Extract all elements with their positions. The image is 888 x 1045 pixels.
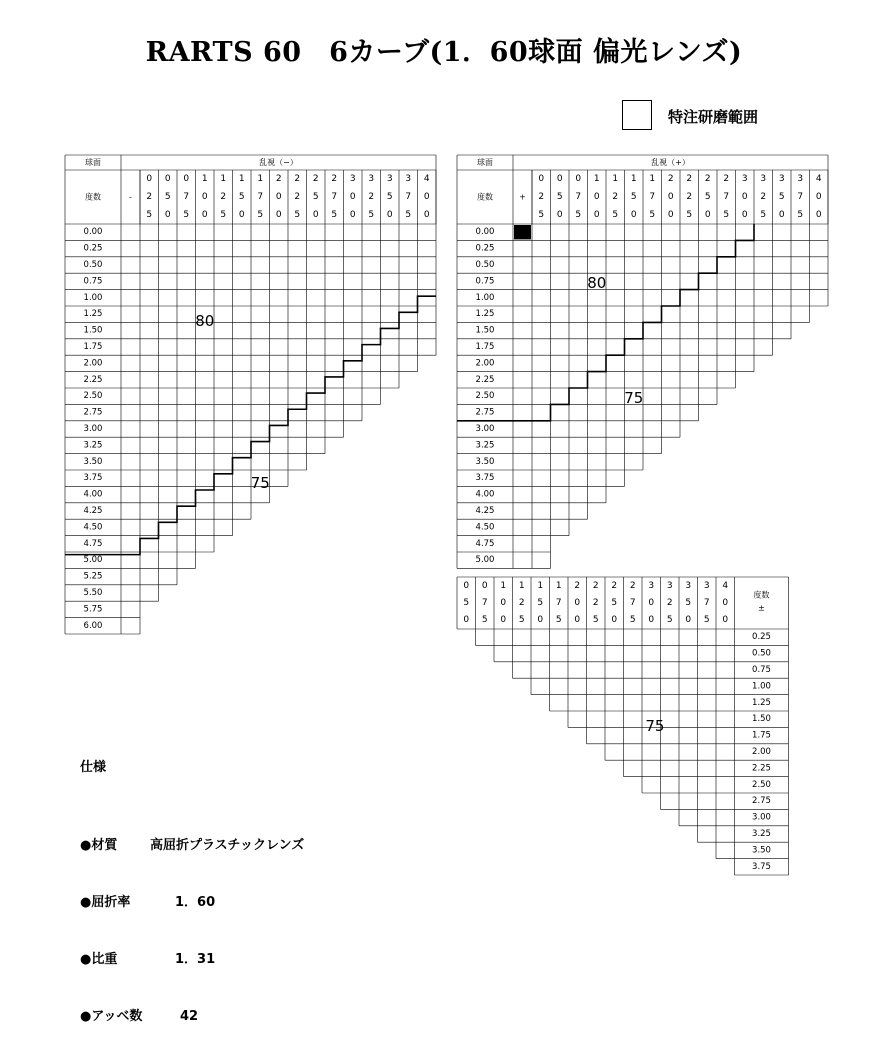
cyl-col-digit: 7 (723, 192, 730, 202)
cyl-col-digit: 0 (275, 210, 282, 220)
sph-header: 球面 (85, 158, 101, 167)
cyl-col-digit: 0 (183, 174, 190, 184)
cyl-col-digit: 0 (667, 192, 674, 202)
cyl-col-digit: 7 (649, 192, 656, 202)
cyl-col-digit: 0 (593, 192, 600, 202)
sph-row-label: 1.75 (83, 342, 103, 352)
cyl-col-digit: 3 (648, 581, 655, 591)
legend-label: 特注研磨範囲 (668, 108, 759, 126)
spec-refractive-index: ●屈折率 1．60 (80, 895, 216, 910)
sph-row-label: 2.00 (752, 747, 771, 757)
sph-row-label: 4.75 (475, 538, 495, 549)
cyl-col-digit: 0 (556, 210, 563, 220)
cyl-col-digit: 0 (593, 210, 600, 220)
region-boundary (65, 296, 436, 554)
cyl-col-digit: 4 (815, 174, 822, 184)
cyl-col-digit: 0 (349, 210, 356, 220)
filled-cell (514, 225, 531, 239)
cyl-col-digit: 5 (405, 210, 412, 220)
cyl-col-digit: 2 (686, 192, 693, 202)
cyl-col-digit: 2 (723, 174, 730, 184)
sph-row-label: 1.50 (475, 325, 495, 336)
sph-row-label: 3.25 (752, 829, 771, 839)
cyl-col-digit: 5 (146, 210, 153, 220)
cyl-col-digit: 4 (423, 174, 430, 184)
sph-row-label: 2.25 (475, 374, 495, 385)
cyl-col-digit: 1 (257, 174, 264, 184)
sph-row-label: 0.25 (475, 243, 495, 254)
sph-row-label: 2.75 (752, 796, 771, 807)
cyl-col-digit: 7 (481, 598, 488, 608)
table-plus-table (457, 155, 828, 568)
cyl-col-digit: 5 (612, 210, 619, 220)
cyl-col-digit: 2 (611, 581, 618, 591)
region-label: 80 (587, 274, 607, 293)
cyl-col-digit: 5 (312, 192, 319, 202)
sph-row-label: 4.25 (83, 506, 103, 516)
cyl-col-digit: 1 (201, 174, 208, 184)
cyl-col-digit: 5 (238, 192, 245, 202)
sph-row-label: 3.25 (475, 440, 495, 451)
sph-row-label: 1.50 (83, 325, 103, 336)
cyl-col-digit: 0 (574, 598, 581, 608)
cyl-col-digit: 5 (703, 615, 710, 625)
sph-row-label: 3.25 (83, 440, 103, 451)
cyl-col-digit: 5 (164, 192, 171, 202)
sph-row-label: 3.50 (752, 845, 771, 856)
cyl-col-digit: 2 (146, 192, 153, 202)
cyl-col-digit: 5 (592, 615, 599, 625)
cyl-col-digit: 0 (164, 174, 171, 184)
cyl-col-digit: 0 (575, 174, 582, 184)
sph-row-label: 2.25 (83, 374, 103, 385)
sign-label: - (129, 192, 132, 202)
cyl-col-digit: 0 (722, 598, 729, 608)
sph-row-label: 5.00 (83, 555, 103, 566)
cyl-col-digit: 5 (778, 192, 785, 202)
cyl-col-digit: 3 (760, 174, 767, 184)
sph-row-label: 6.00 (83, 620, 103, 631)
cyl-col-digit: 5 (797, 210, 804, 220)
cyl-col-digit: 3 (386, 174, 393, 184)
cyl-col-digit: 2 (331, 174, 338, 184)
cyl-col-digit: 1 (612, 174, 619, 184)
sph-row-label: 0.50 (752, 648, 771, 659)
cyl-col-digit: 7 (183, 192, 190, 202)
cyl-col-digit: 3 (685, 581, 692, 591)
cyl-col-digit: 1 (555, 581, 562, 591)
cyl-col-digit: 0 (815, 192, 822, 202)
cyl-col-digit: 2 (666, 598, 673, 608)
cyl-col-digit: 0 (349, 192, 356, 202)
cyl-header: 乱視（+） (651, 158, 690, 167)
sph-row-label: 4.50 (475, 522, 495, 533)
sph-row-label: 2.00 (475, 358, 495, 369)
cyl-col-digit: 5 (183, 210, 190, 220)
sph-row-label: 3.00 (752, 812, 771, 823)
sph-header: 球面 (477, 158, 493, 167)
sph-row-label: 1.75 (752, 730, 771, 741)
sph-row-label: 2.50 (752, 779, 771, 790)
sph-row-label: 0.50 (83, 260, 103, 270)
cyl-col-digit: 2 (518, 598, 525, 608)
cyl-col-digit: 0 (667, 210, 674, 220)
sph-row-label: 0.75 (752, 665, 771, 675)
cyl-col-digit: 0 (741, 210, 748, 220)
cyl-col-digit: 0 (201, 210, 208, 220)
cyl-col-digit: 5 (538, 210, 545, 220)
cyl-col-digit: 2 (294, 192, 301, 202)
cyl-col-digit: 0 (630, 210, 637, 220)
region-label: 80 (195, 311, 215, 330)
sph-row-label: 1.00 (752, 681, 771, 692)
power-label: 度数 (85, 192, 101, 202)
cyl-col-digit: 0 (164, 210, 171, 220)
table-pm-table (457, 577, 789, 875)
cyl-col-digit: 2 (294, 174, 301, 184)
cyl-col-digit: 7 (257, 192, 264, 202)
sph-row-label: 3.75 (475, 473, 495, 484)
cyl-col-digit: 0 (146, 174, 153, 184)
sph-row-label: 0.50 (475, 260, 495, 270)
cyl-col-digit: 3 (778, 174, 785, 184)
cyl-col-digit: 0 (648, 598, 655, 608)
cyl-col-digit: 1 (649, 174, 656, 184)
cyl-col-digit: 1 (630, 174, 637, 184)
cyl-col-digit: 1 (238, 174, 245, 184)
cyl-col-digit: 4 (722, 581, 729, 591)
cyl-col-digit: 3 (703, 581, 710, 591)
sph-row-label: 3.50 (475, 456, 495, 467)
cyl-col-digit: 0 (423, 210, 430, 220)
region-label: 75 (624, 388, 644, 407)
cyl-col-digit: 2 (275, 174, 282, 184)
sph-row-label: 4.25 (475, 506, 495, 516)
cyl-col-digit: 0 (648, 615, 655, 625)
cyl-col-digit: 3 (405, 174, 412, 184)
cyl-col-digit: 5 (537, 598, 544, 608)
cyl-col-digit: 2 (220, 192, 227, 202)
sph-row-label: 5.25 (83, 571, 103, 582)
cyl-col-digit: 0 (312, 210, 319, 220)
cyl-col-digit: 5 (463, 598, 470, 608)
cyl-col-digit: 5 (686, 210, 693, 220)
sph-row-label: 3.75 (752, 861, 771, 872)
cyl-col-digit: 7 (331, 192, 338, 202)
power-label: 度数 (477, 192, 493, 202)
cyl-col-digit: 5 (257, 210, 264, 220)
specifications (80, 720, 304, 1045)
cyl-col-digit: 5 (575, 210, 582, 220)
cyl-col-digit: 5 (294, 210, 301, 220)
cyl-col-digit: 7 (405, 192, 412, 202)
sph-row-label: 0.25 (83, 243, 103, 254)
page-title: RARTS 60 6カーブ(1．60球面 偏光レンズ) (145, 37, 743, 68)
sph-row-label: 0.00 (475, 227, 495, 238)
cyl-col-digit: 1 (593, 174, 600, 184)
cyl-col-digit: 5 (331, 210, 338, 220)
cyl-col-digit: 2 (312, 174, 319, 184)
cyl-col-digit: 3 (368, 174, 375, 184)
sph-row-label: 2.00 (83, 358, 103, 369)
cyl-col-digit: 5 (386, 192, 393, 202)
sph-row-label: 0.75 (83, 276, 103, 287)
sph-row-label: 1.25 (475, 309, 495, 320)
cyl-col-digit: 0 (722, 615, 729, 625)
cyl-col-digit: 2 (686, 174, 693, 184)
spec-specific-gravity: ●比重 1．31 (80, 952, 216, 967)
cyl-col-digit: 5 (556, 192, 563, 202)
cyl-col-digit: 7 (555, 598, 562, 608)
cyl-col-digit: 2 (704, 174, 711, 184)
spec-material: ●材質 高屈折プラスチックレンズ (80, 838, 305, 853)
cyl-col-digit: 0 (556, 174, 563, 184)
cyl-col-digit: 0 (463, 615, 470, 625)
sph-row-label: 2.75 (475, 407, 495, 418)
cyl-col-digit: 2 (538, 192, 545, 202)
cyl-col-digit: 1 (537, 581, 544, 591)
cyl-col-digit: 0 (538, 174, 545, 184)
cyl-col-digit: 0 (685, 615, 692, 625)
cyl-col-digit: 0 (238, 210, 245, 220)
cyl-col-digit: 0 (574, 615, 581, 625)
sph-row-label: 1.00 (475, 292, 495, 303)
region-label: 75 (645, 716, 665, 735)
cyl-col-digit: 0 (481, 581, 488, 591)
cyl-col-digit: 0 (611, 615, 618, 625)
cyl-col-digit: 0 (275, 192, 282, 202)
cyl-col-digit: 5 (666, 615, 673, 625)
power-label: 度数 (753, 590, 770, 600)
table-minus-table (65, 155, 436, 634)
cyl-col-digit: 0 (741, 192, 748, 202)
cyl-col-digit: 5 (220, 210, 227, 220)
cyl-col-digit: 7 (575, 192, 582, 202)
cyl-col-digit: 5 (704, 192, 711, 202)
sph-row-label: 1.00 (83, 292, 103, 303)
sph-row-label: 2.25 (752, 763, 771, 774)
cyl-col-digit: 5 (630, 192, 637, 202)
sph-row-label: 1.75 (475, 342, 495, 352)
region-label: 75 (250, 474, 270, 493)
cyl-col-digit: 0 (500, 598, 507, 608)
sph-row-label: 1.25 (752, 697, 771, 708)
cyl-col-digit: 1 (500, 581, 507, 591)
cyl-col-digit: 2 (629, 581, 636, 591)
specs-heading: 仕様 (80, 760, 107, 775)
cyl-header: 乱視（−） (259, 158, 298, 167)
cyl-col-digit: 0 (386, 210, 393, 220)
sph-row-label: 0.75 (475, 276, 495, 287)
cyl-col-digit: 2 (760, 192, 767, 202)
sph-row-label: 1.25 (83, 309, 103, 320)
cyl-col-digit: 2 (368, 192, 375, 202)
cyl-col-digit: 5 (649, 210, 656, 220)
sph-row-label: 0.25 (752, 632, 771, 643)
cyl-col-digit: 0 (500, 615, 507, 625)
cyl-col-digit: 3 (666, 581, 673, 591)
cyl-col-digit: 0 (201, 192, 208, 202)
cyl-col-digit: 1 (518, 581, 525, 591)
sph-row-label: 5.75 (83, 604, 103, 615)
cyl-col-digit: 7 (797, 192, 804, 202)
sign-label: ± (758, 603, 765, 613)
cyl-col-digit: 3 (797, 174, 804, 184)
cyl-col-digit: 0 (423, 192, 430, 202)
cyl-col-digit: 2 (592, 598, 599, 608)
cyl-col-digit: 0 (704, 210, 711, 220)
cyl-col-digit: 5 (611, 598, 618, 608)
sph-row-label: 4.75 (83, 538, 103, 549)
sph-row-label: 2.50 (475, 391, 495, 402)
cyl-col-digit: 5 (723, 210, 730, 220)
cyl-col-digit: 0 (537, 615, 544, 625)
sph-row-label: 2.50 (83, 391, 103, 402)
sph-row-label: 4.00 (83, 489, 103, 500)
sph-row-label: 5.00 (475, 555, 495, 566)
cyl-col-digit: 7 (703, 598, 710, 608)
cyl-col-digit: 0 (815, 210, 822, 220)
cyl-col-digit: 5 (518, 615, 525, 625)
cyl-col-digit: 7 (629, 598, 636, 608)
sph-row-label: 3.00 (83, 424, 103, 434)
cyl-col-digit: 5 (685, 598, 692, 608)
sph-row-label: 3.00 (475, 424, 495, 434)
sph-row-label: 5.50 (83, 588, 103, 598)
cyl-col-digit: 2 (592, 581, 599, 591)
sph-row-label: 0.00 (83, 227, 103, 238)
cyl-col-digit: 3 (349, 174, 356, 184)
cyl-col-digit: 5 (481, 615, 488, 625)
spec-abbe-number: ●アッベ数 42 (80, 1009, 199, 1024)
sph-row-label: 3.75 (83, 473, 103, 484)
sph-row-label: 2.75 (83, 407, 103, 418)
cyl-col-digit: 5 (629, 615, 636, 625)
cyl-col-digit: 0 (463, 581, 470, 591)
cyl-col-digit: 2 (612, 192, 619, 202)
cyl-col-digit: 5 (368, 210, 375, 220)
cyl-col-digit: 2 (667, 174, 674, 184)
cyl-col-digit: 2 (574, 581, 581, 591)
sph-row-label: 1.50 (752, 714, 771, 725)
cyl-col-digit: 0 (778, 210, 785, 220)
sph-row-label: 4.50 (83, 522, 103, 533)
cyl-col-digit: 5 (760, 210, 767, 220)
cyl-col-digit: 5 (555, 615, 562, 625)
sph-row-label: 3.50 (83, 456, 103, 467)
sign-label: + (519, 192, 526, 202)
sph-row-label: 4.00 (475, 489, 495, 500)
cyl-col-digit: 3 (741, 174, 748, 184)
cyl-col-digit: 1 (220, 174, 227, 184)
